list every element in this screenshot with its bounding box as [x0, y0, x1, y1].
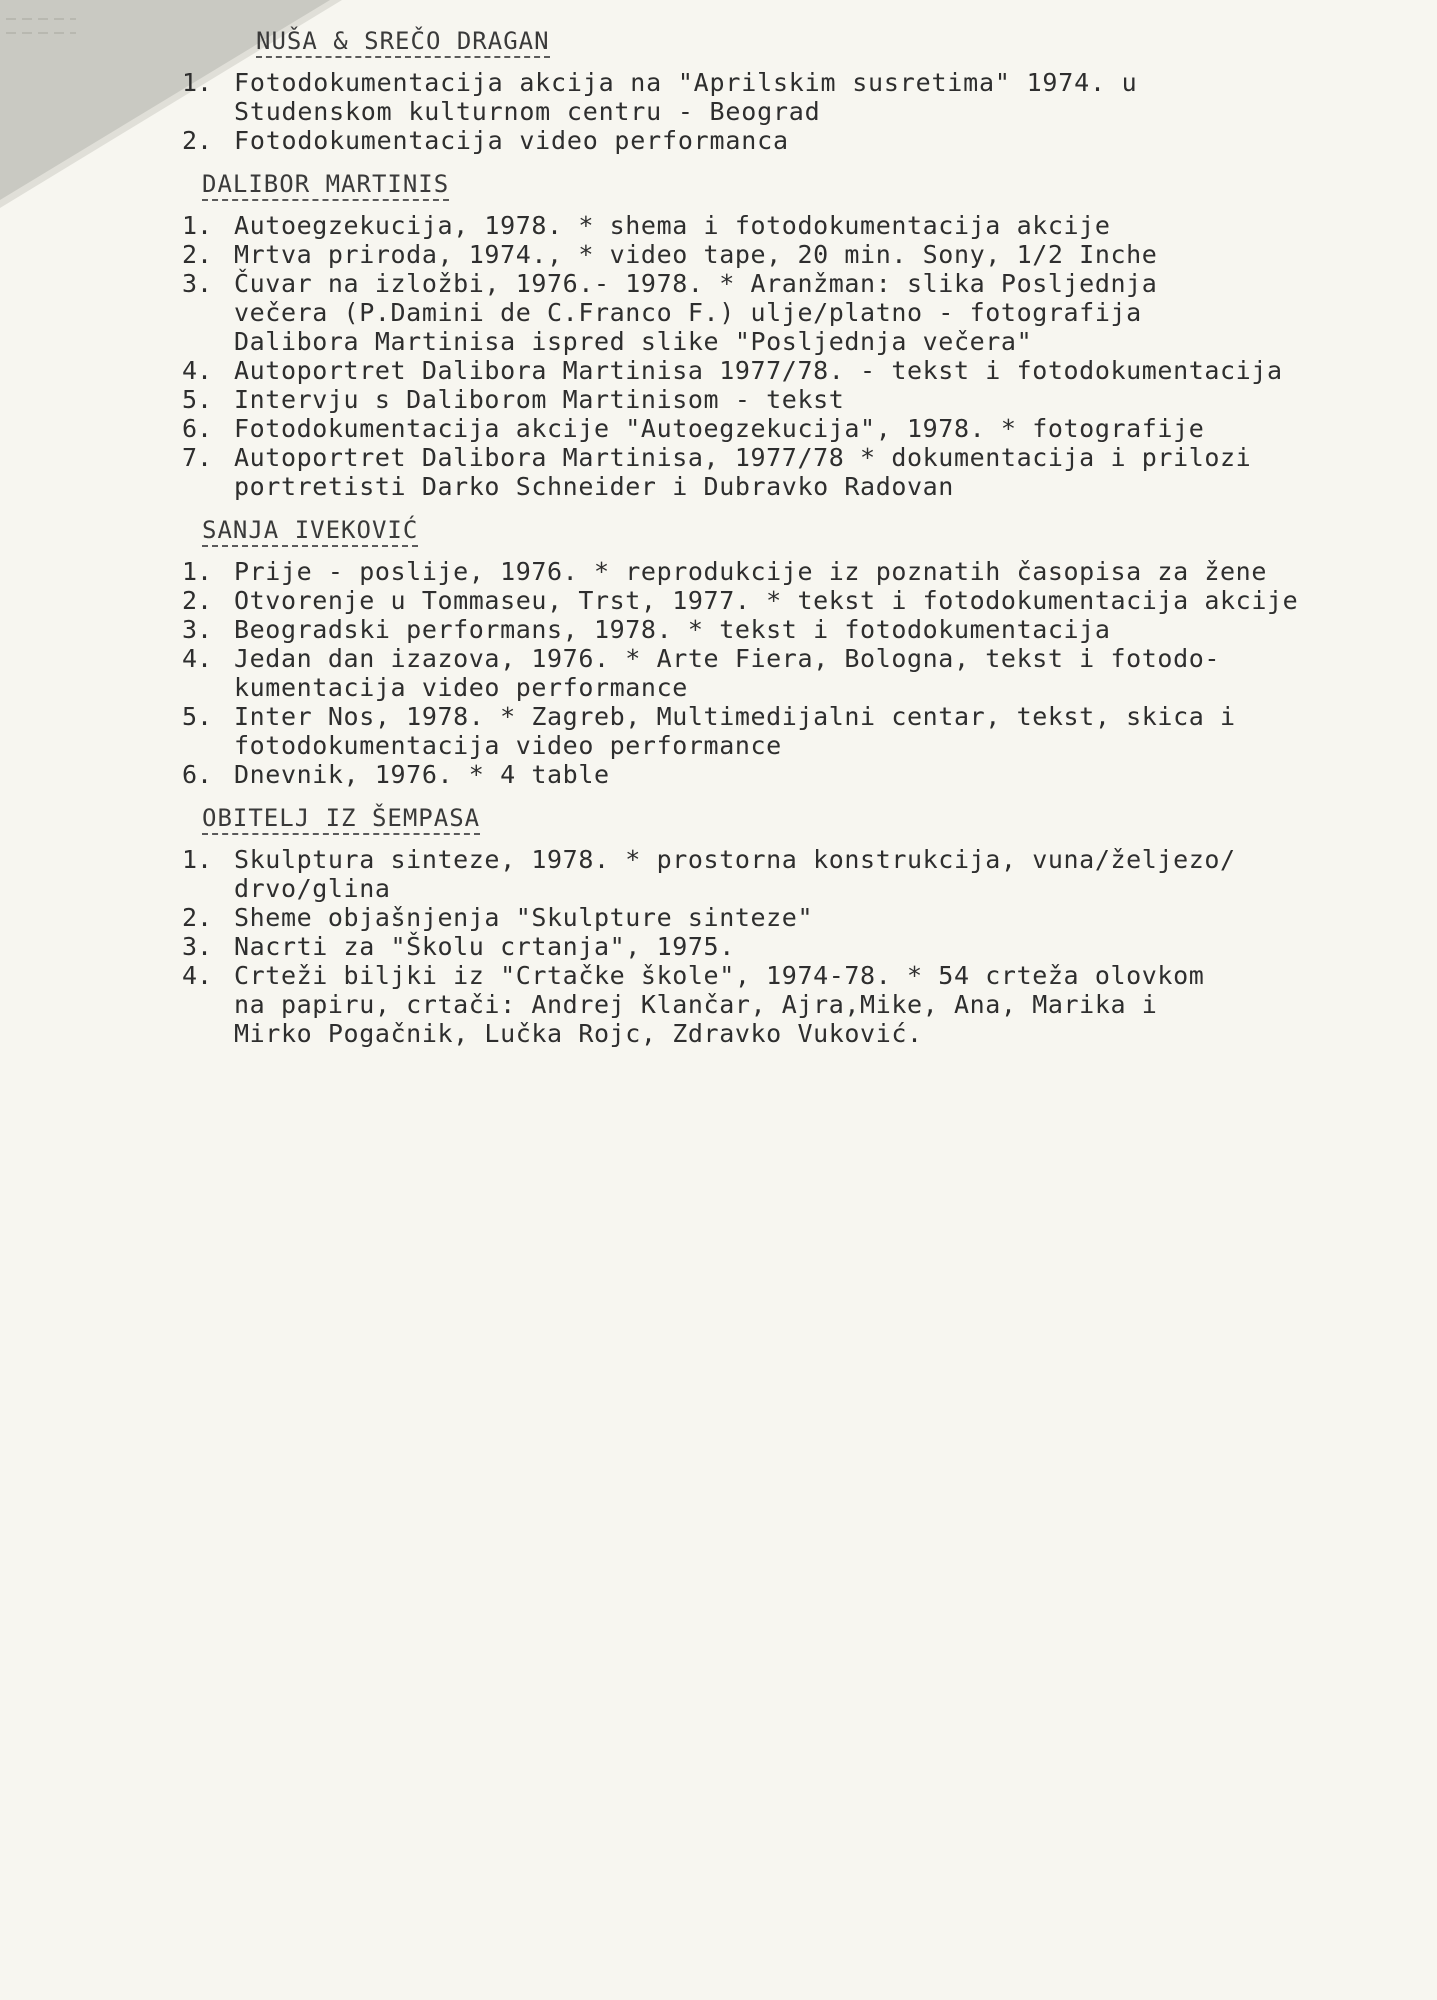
item-text: Dnevnik, 1976. * 4 table: [234, 760, 610, 789]
item-text: Fotodokumentacija akcije "Autoegzekucija", 1978. * fotografije: [234, 414, 1205, 443]
item-number: 5.: [182, 385, 213, 414]
item-text: Crteži biljki iz "Crtačke škole", 1974-78. * 54 crteža olovkom na papiru, crtači: Andrej Klančar, Ajra,Mike, Ana, Marika i Mirko Pogačnik, Lučka Rojc, Zdravko Vuković.: [234, 961, 1205, 1048]
list-item: [182, 240, 1435, 269]
item-number: 4.: [182, 644, 213, 673]
item-text: Sheme objašnjenja "Skulpture sinteze": [234, 903, 814, 932]
list-item: [182, 414, 1435, 443]
section-heading: SANJA IVEKOVIĆ: [202, 516, 418, 547]
document-content: [182, 26, 1435, 1062]
item-text: Nacrti za "Školu crtanja", 1975.: [234, 932, 735, 961]
item-number: 5.: [182, 702, 213, 731]
list-item: [182, 356, 1435, 385]
list-item: [182, 961, 1435, 1048]
entry-list: [182, 68, 1435, 155]
item-text: Beogradski performans, 1978. * tekst i fotodokumentacija: [234, 615, 1111, 644]
item-number: 1.: [182, 211, 213, 240]
section-heading: DALIBOR MARTINIS: [202, 170, 449, 201]
entry-list: [182, 557, 1435, 789]
item-number: 2.: [182, 126, 213, 155]
item-text: Autoegzekucija, 1978. * shema i fotodokumentacija akcije: [234, 211, 1111, 240]
item-number: 2.: [182, 586, 213, 615]
section-obitelj-iz-sempasa: [182, 803, 1435, 1048]
item-text: Fotodokumentacija video performanca: [234, 126, 789, 155]
item-number: 3.: [182, 932, 213, 961]
list-item: [182, 932, 1435, 961]
item-number: 6.: [182, 414, 213, 443]
list-item: [182, 211, 1435, 240]
item-text: Otvorenje u Tommaseu, Trst, 1977. * tekst i fotodokumentacija akcije: [234, 586, 1299, 615]
list-item: [182, 586, 1435, 615]
item-number: 6.: [182, 760, 213, 789]
section-heading: OBITELJ IZ ŠEMPASA: [202, 804, 480, 835]
item-text: Jedan dan izazova, 1976. * Arte Fiera, Bologna, tekst i fotodo- kumentacija video performance: [234, 644, 1221, 702]
section-nusa-sreco-dragan: [182, 26, 1435, 155]
item-number: 1.: [182, 845, 213, 874]
list-item: [182, 760, 1435, 789]
item-number: 7.: [182, 443, 213, 472]
list-item: [182, 903, 1435, 932]
section-dalibor-martinis: [182, 169, 1435, 501]
item-number: 4.: [182, 356, 213, 385]
item-text: Prije - poslije, 1976. * reprodukcije iz poznatih časopisa za žene: [234, 557, 1267, 586]
item-number: 1.: [182, 557, 213, 586]
entry-list: [182, 845, 1435, 1048]
corner-marks: [6, 18, 76, 58]
item-text: Autoportret Dalibora Martinisa 1977/78. - tekst i fotodokumentacija: [234, 356, 1283, 385]
section-heading: NUŠA & SREČO DRAGAN: [256, 27, 550, 58]
list-item: [182, 443, 1435, 501]
section-sanja-ivekovic: [182, 515, 1435, 789]
list-item: [182, 644, 1435, 702]
item-text: Inter Nos, 1978. * Zagreb, Multimedijalni centar, tekst, skica i fotodokumentacija video performance: [234, 702, 1236, 760]
item-text: Fotodokumentacija akcija na "Aprilskim susretima" 1974. u Studenskom kulturnom centru - Beograd: [234, 68, 1138, 126]
list-item: [182, 615, 1435, 644]
entry-list: [182, 211, 1435, 501]
item-number: 3.: [182, 615, 213, 644]
list-item: [182, 269, 1435, 356]
item-text: Mrtva priroda, 1974., * video tape, 20 min. Sony, 1/2 Inche: [234, 240, 1158, 269]
list-item: [182, 845, 1435, 903]
list-item: [182, 385, 1435, 414]
item-text: Intervju s Daliborom Martinisom - tekst: [234, 385, 845, 414]
list-item: [182, 702, 1435, 760]
list-item: [182, 126, 1435, 155]
item-number: 2.: [182, 240, 213, 269]
item-text: Čuvar na izložbi, 1976.- 1978. * Aranžman: slika Posljednja večera (P.Damini de C.Franco F.) ulje/platno - fotografija Dalibora Martinisa ispred slike "Posljednja večera": [234, 269, 1158, 356]
item-text: Autoportret Dalibora Martinisa, 1977/78 * dokumentacija i prilozi portretisti Darko Schneider i Dubravko Radovan: [234, 443, 1252, 501]
item-text: Skulptura sinteze, 1978. * prostorna konstrukcija, vuna/željezo/ drvo/glina: [234, 845, 1236, 903]
item-number: 1.: [182, 68, 213, 97]
list-item: [182, 557, 1435, 586]
item-number: 2.: [182, 903, 213, 932]
item-number: 4.: [182, 961, 213, 990]
item-number: 3.: [182, 269, 213, 298]
list-item: [182, 68, 1435, 126]
